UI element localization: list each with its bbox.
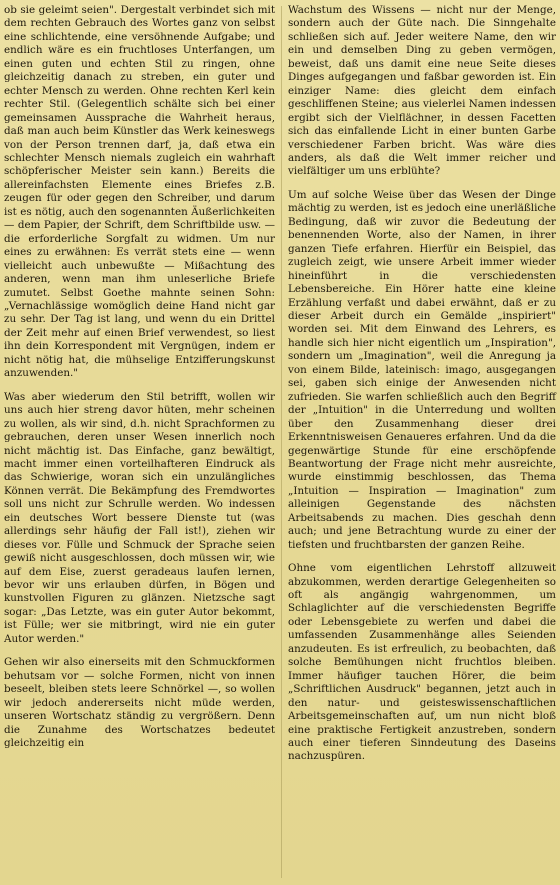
left-paragraph-3: Gehen wir also einerseits mit den Schmuckformen behutsam vor — solche Formen, nicht von innen beseelt, bleiben stets leere Schnörkel —, so wollen wir jedoch andererseits nicht müde werden, unseren Wortschatz ständig zu vergrößern. Denn die Zunahme des Wortschatzes bedeutet gleichzeitig ein — [4, 656, 275, 750]
left-paragraph-1: ob sie geleimt seien". Dergestalt verbindet sich mit dem rechten Gebrauch des Wortes ganz von selbst eine schlichtende, eine versöhnende Aufgabe; und endlich wäre es ein fruchtloses Unterfangen, um einen guten und echten Stil zu ringen, ohne gleichzeitig danach zu streben, ein guter und echter Mensch zu werden. Ohne rechten Kerl kein rechter Stil. (Gelegentlich schälte sich bei einer gemeinsamen Aussprache die Wahrheit heraus, daß man auch beim Künstler das Werk keineswegs von der Person trennen darf, ja, daß etwa ein schlechter Mensch niemals zugleich ein wahrhaft schöpferischer Meister sein kann.) Bereits die allereinfachsten Elemente eines Briefes z.B. zeugen für oder gegen den Schreiber, und darum ist es nötig, auch den sogenannten Äußerlichkeiten — dem Papier, der Schrift, dem Schriftbilde usw. — die erforderliche Sorgfalt zu widmen. Um nur eines zu erwähnen: Es verrät stets eine — wenn vielleicht auch unbewußte — Mißachtung des anderen, wenn man ihm unleserliche Briefe zumutet. Selbst Goethe mahnte seinen Sohn: „Vernachlässige womöglich deine Hand nicht gar zu sehr. Der Tag ist lang, und wenn du ein Drittel der Zeit mehr auf einen Brief verwendest, so liest ihn dein Korrespondent mit Vergnügen, indem er nicht nötig hat, die mühselige Entzifferungskunst anzuwenden." — [4, 4, 275, 380]
right-paragraph-2: Um auf solche Weise über das Wesen der Dinge mächtig zu werden, ist es jedoch eine unerläßliche Bedingung, daß wir zuvor die Bedeutung der benennenden Worte, also der Namen, in ihrer ganzen Tiefe erfahren. Hierfür ein Beispiel, das zugleich zeigt, wie unsere Arbeit immer wieder hineinführt in die verschiedensten Lebensbereiche. Ein Hörer hatte eine kleine Erzählung verfaßt und dabei erwähnt, daß er zu dieser Arbeit durch ein Gemälde „inspiriert" worden sei. Mit dem Einwand des Lehrers, es handle sich hier nicht eigentlich um „Inspiration", sondern um „Imagination", weil die Anregung ja von einem Bilde, lateinisch: imago, ausgegangen sei, gaben sich einige der Anwesenden nicht zufrieden. Sie warfen schließlich auch den Begriff der „Intuition" in die Unterredung und wollten über den Zusammenhang dieser drei Erkenntnisweisen Genaueres erfahren. Und da die gegenwärtige Stunde für eine erschöpfende Beantwortung der Frage nicht mehr ausreichte, wurde einstimmig beschlossen, das Thema „Intuition — Inspiration — Imagination" zum alleinigen Gegenstande des nächsten Arbeitsabends zu machen. Dies geschah denn auch; und jene Betrachtung wurde zu einer der tiefsten und fruchtbarsten der ganzen Reihe. — [288, 188, 556, 551]
right-column — [288, 4, 556, 764]
column-divider — [281, 6, 282, 878]
right-paragraph-3: Ohne vom eigentlichen Lehrstoff allzuweit abzukommen, werden derartige Gelegenheiten so oft als angängig wahrgenommen, um Schlaglichter auf die verschiedensten Begriffe oder Lebensgebiete zu werfen und dabei die umfassenden Zusammenhänge alles Seienden anzudeuten. Es ist erfreulich, zu beobachten, daß solche Bemühungen nicht fruchtlos bleiben. Immer häufiger tauchen Hörer, die beim „Schriftlichen Ausdruck" begannen, jetzt auch in den natur- und geisteswissenschaftlichen Arbeitsgemeinschaften auf, um nun nicht bloß eine praktische Fertigkeit anzustreben, sondern auch einer tieferen Sinndeutung des Daseins nachzuspüren. — [288, 562, 556, 763]
left-column — [4, 4, 275, 750]
left-paragraph-2: Was aber wiederum den Stil betrifft, wollen wir uns auch hier streng davor hüten, mehr scheinen zu wollen, als wir sind, d.h. nicht Sprachformen zu gebrauchen, deren unser Wesen innerlich noch nicht mächtig ist. Das Einfache, ganz bewältigt, macht immer einen vorteilhafteren Eindruck als das Schwierige, woran sich ein unzulängliches Können verrät. Die Bekämpfung des Fremdwortes soll uns nicht zur Schrulle werden. Wo indessen ein deutsches Wort bessere Dienste tut (was allerdings sehr häufig der Fall ist!), ziehen wir dieses vor. Fülle und Schmuck der Sprache seien gewiß nicht ausgeschlossen, doch müssen wir, wie auf dem Eise, zuerst geradeaus laufen lernen, bevor wir uns erlauben dürfen, in Bögen und kunstvollen Figuren zu glänzen. Nietzsche sagt sogar: „Das Letzte, was ein guter Autor bekommt, ist Fülle; wer sie mitbringt, wird nie ein guter Autor werden." — [4, 390, 275, 645]
right-paragraph-1: Wachstum des Wissens — nicht nur der Menge, sondern auch der Güte nach. Die Sinngehalte schließen sich auf. Jeder weitere Name, den wir ein und demselben Ding zu geben vermögen, beweist, daß uns damit eine neue Seite dieses Dinges aufgegangen und faßbar geworden ist. Ein einziger Name: dies gleicht dem einfach geschliffenen Steine; aus vielerlei Namen indessen ergibt sich der Vielflächner, in dessen Facetten sich das einfallende Licht in einer bunten Garbe verschiedener Farben bricht. Was wäre dies anders, als daß die Welt immer reicher und vielfältiger um uns erblühte? — [288, 4, 556, 178]
